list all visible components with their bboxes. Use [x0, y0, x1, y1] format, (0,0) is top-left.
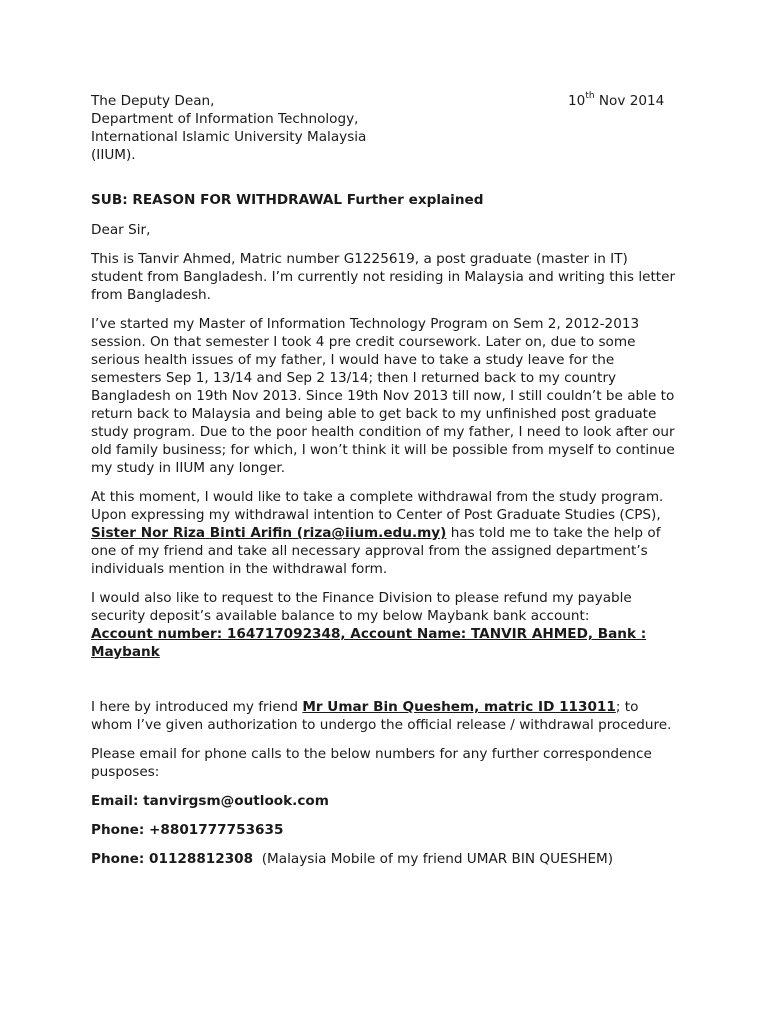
recipient-address: [91, 92, 677, 164]
bank-account-details: Account number: 164717092348, Account Name: TANVIR AHMED, Bank : Maybank: [91, 626, 647, 660]
friend-name: Mr Umar Bin Queshem, matric ID 113011: [302, 699, 616, 715]
paragraph-contact-request: Please email for phone calls to the below numbers for any further correspondence pusposes:: [91, 746, 652, 780]
subject-line: SUB: REASON FOR WITHDRAWAL Further explained: [91, 192, 484, 208]
paragraph-withdrawal: [91, 488, 677, 578]
date-day: 10: [568, 93, 586, 109]
refund-text: I would also like to request to the Finance Division to please refund my payable security deposit’s available balance to my below Maybank bank account:: [91, 590, 632, 624]
contact-email: Email: tanvirgsm@outlook.com: [91, 793, 329, 809]
phone-secondary-note: (Malaysia Mobile of my friend UMAR BIN QUESHEM): [261, 851, 614, 867]
address-line: International Islamic University Malaysia: [91, 129, 367, 145]
paragraph-background: I’ve started my Master of Information Technology Program on Sem 2, 2012-2013 session. On that semester I took 4 pre credit coursework. Later on, due to some serious health issues of my father, I would have to take a study leave for the semesters Sep 1, 13/14 and Sep 2 13/14; then I returned back to my country Bangladesh on 19th Nov 2013. Since 19th Nov 2013 till now, I still couldn’t be able to return back to Malaysia and being able to get back to my unfinished post graduate study program. Due to the poor health condition of my father, I need to look after our old family business; for which, I won’t think it will be possible from myself to continue my study in IIUM any longer.: [91, 316, 675, 476]
cps-contact: Sister Nor Riza Binti Arifin (riza@iium.edu.my): [91, 525, 447, 541]
withdrawal-text-before: At this moment, I would like to take a complete withdrawal from the study program. Upon expressing my withdrawal intention to Center of Post Graduate Studies (CPS),: [91, 489, 664, 523]
address-line: (IIUM).: [91, 147, 136, 163]
authorization-text-before: I here by introduced my friend: [91, 699, 303, 715]
letter-body: [91, 92, 677, 868]
contact-phone-primary: Phone: +8801777753635: [91, 822, 284, 838]
contact-phone-secondary: [91, 850, 677, 868]
paragraph-authorization: [91, 698, 677, 734]
salutation: Dear Sir,: [91, 222, 151, 238]
paragraph-introduction: This is Tanvir Ahmed, Matric number G1225619, a post graduate (master in IT) student from Bangladesh. I’m currently not residing in Malaysia and writing this letter from Bangladesh.: [91, 251, 676, 303]
phone-secondary-number: Phone: 01128812308: [91, 851, 254, 867]
withdrawal-text-after: has told me to take the help of one of my friend and take all necessary approval from the assigned department’s individuals mention in the withdrawal form.: [91, 525, 661, 577]
date-suffix: th: [585, 91, 595, 102]
address-line: The Deputy Dean,: [91, 93, 215, 109]
date-rest: Nov 2014: [594, 93, 665, 109]
address-line: Department of Information Technology,: [91, 111, 359, 127]
authorization-text-after: ; to whom I’ve given authorization to undergo the official release / withdrawal procedure.: [91, 699, 672, 733]
paragraph-refund: [91, 589, 677, 661]
